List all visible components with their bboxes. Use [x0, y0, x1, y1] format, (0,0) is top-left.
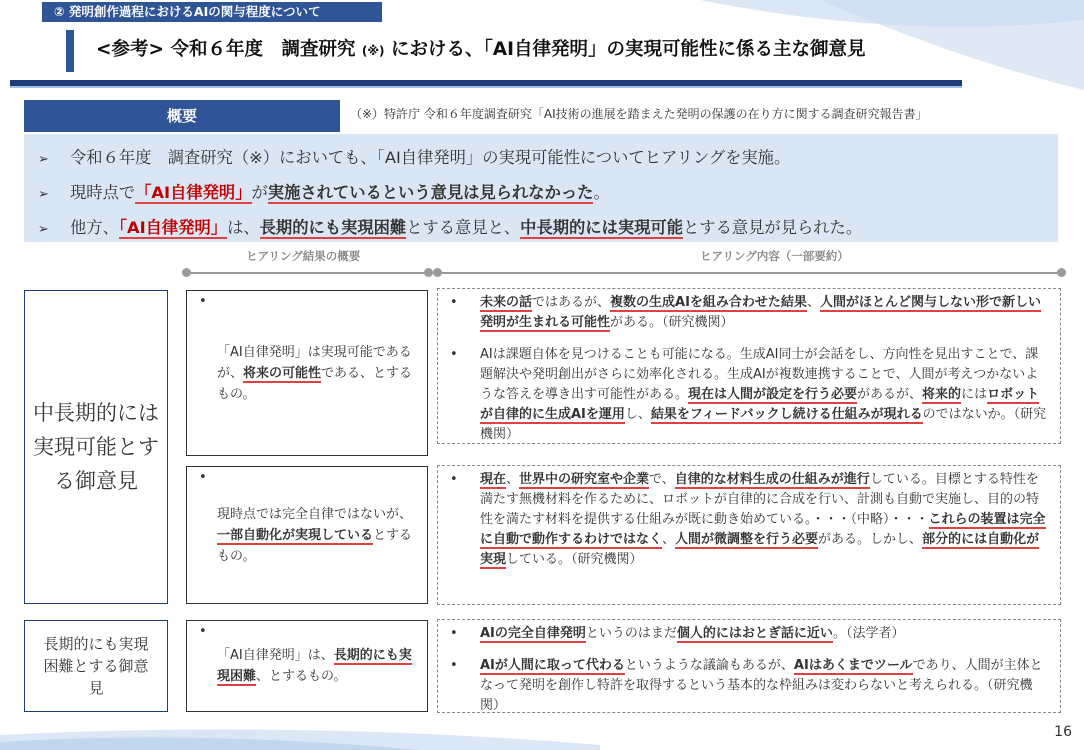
- detail-item: • 未来の話ではあるが、複数の生成AIを組み合わせた結果、人間がほとんど関与しない形で新しい発明が生まれる可能性がある。（研究機関）: [450, 293, 1050, 333]
- column-head-detail: ヒアリング内容（一部要約）: [700, 249, 849, 263]
- title-note: (※): [361, 44, 385, 58]
- column-head-summary: ヒアリング結果の概要: [246, 249, 361, 263]
- arrow-bullet-icon: ➢: [38, 187, 49, 202]
- overview-label: 概要: [24, 100, 340, 132]
- bullet-icon: •: [450, 295, 458, 310]
- bullet-icon: •: [450, 347, 458, 362]
- bullet-icon: •: [199, 294, 207, 309]
- category-long-term: 長期的にも実現困難とする御意見: [24, 620, 168, 712]
- title-main: <参考> 令和６年度 調査研究: [96, 39, 356, 60]
- category-mid-long-term: 中長期的には実現可能とする御意見: [24, 290, 168, 604]
- page-number: 16: [1054, 724, 1072, 740]
- detail-box-row1: [437, 288, 1061, 444]
- summary-line-1: ➢ 令和６年度 調査研究（※）においても、「AI自律発明」の実現可能性についてヒアリングを実施。: [38, 141, 1058, 176]
- summary-line-3: ➢ 他方、「AI自律発明」は、長期的にも実現困難とする意見と、中長期的には実現可能とする意見が見られた。: [38, 211, 1058, 246]
- bullet-icon: •: [199, 624, 207, 639]
- track-dot: [1057, 268, 1066, 277]
- bullet-icon: •: [450, 626, 458, 641]
- title-accent-bar: [66, 30, 74, 72]
- section-tag: ② 発明創作過程におけるAIの関与程度について: [42, 2, 382, 22]
- summary-box-row1: [186, 290, 428, 456]
- summary-box-row3: [186, 620, 428, 712]
- bullet-icon: •: [450, 658, 458, 673]
- detail-item: • AIが人間に取って代わるというような議論もあるが、AIはあくまでツールであり、人間が主体となって発明を創作し特許を取得するという基本的な枠組みは変わらないと考えられる。（研究機関）: [450, 656, 1050, 716]
- bullet-icon: •: [199, 470, 207, 485]
- footnote: （※）特許庁 令和６年度調査研究「AI技術の進展を踏まえた発明の保護の在り方に関する調査研究報告書」: [350, 107, 928, 121]
- summary-box-row2: [186, 466, 428, 604]
- summary-text: 現時点では完全自律ではないが、一部自動化が実現しているとするもの。: [217, 506, 413, 564]
- summary-text: 「AI自律発明」は、長期的にも実現困難、とするもの。: [217, 648, 412, 684]
- detail-item: • 現在、世界中の研究室や企業で、自律的な材料生成の仕組みが進行している。目標とする特性を満たす無機材料を作るために、ロボットが自律的に合成を行い、計測も自動で実施し、目的の特性を満たす材料を提供する仕組みが既に動き始めている。・・・（中略）・・・これらの装置は完全に自動で動作するわけではなく、人間が微調整を行う必要がある。しかし、部分的には自動化が実現している。（研究機関）: [450, 470, 1050, 570]
- arrow-bullet-icon: ➢: [38, 152, 49, 167]
- detail-item: • AIは課題自体を見つけることも可能になる。生成AI同士が会話をし、方向性を見出すことで、課題解決や発明創出がさらに効率化される。生成AIが複数連携することで、人間が考えつかないような答えを導き出す可能性がある。現在は人間が設定を行う必要があるが、将来的にはロボットが自律的に生成AIを運用し、結果をフィードバックし続ける仕組みが現れるのではないか。（研究機関）: [450, 345, 1050, 445]
- summary-line-2: ➢ 現時点で「AI自律発明」が実施されているという意見は見られなかった。: [38, 176, 1058, 211]
- overview-summary: [24, 134, 1058, 242]
- detail-box-row2: [437, 465, 1061, 605]
- track-line-summary: [186, 272, 428, 274]
- page-title: [96, 34, 865, 67]
- track-dot: [424, 268, 433, 277]
- title-rest: における、「AI自律発明」の実現可能性に係る主な御意見: [391, 39, 866, 60]
- title-rule-light: [10, 86, 962, 88]
- detail-box-row3: [437, 619, 1061, 713]
- track-line-detail: [437, 272, 1061, 274]
- summary-text: 「AI自律発明」は実現可能であるが、将来の可能性である、とするもの。: [217, 344, 413, 402]
- detail-item: • AIの完全自律発明というのはまだ個人的にはおとぎ話に近い。（法学者）: [450, 624, 1050, 644]
- bullet-icon: •: [450, 472, 458, 487]
- arrow-bullet-icon: ➢: [38, 222, 49, 237]
